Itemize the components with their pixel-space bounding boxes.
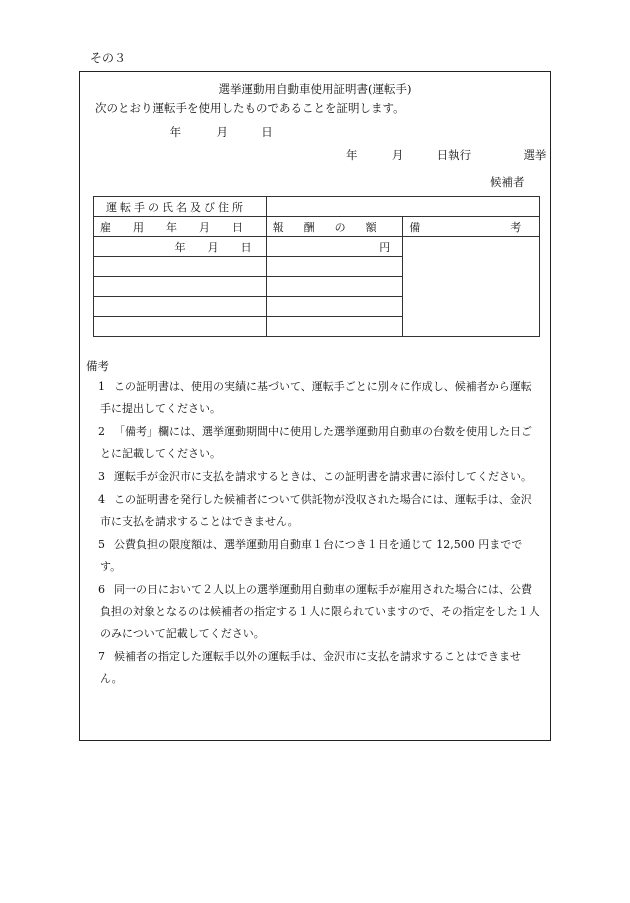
hire-date-cell xyxy=(94,317,267,337)
remarks-cell xyxy=(403,237,540,337)
list-item: 7 候補者の指定した運転手以外の運転手は、金沢市に支払を請求することはできません。 xyxy=(98,650,521,685)
exec-day-label: 日執行 xyxy=(436,148,472,162)
hire-date-header: 雇 用 年 月 日 xyxy=(94,217,267,237)
name-address-field xyxy=(266,197,539,217)
pay-amount-cell xyxy=(266,257,403,277)
pay-amount-cell: 円 xyxy=(266,237,403,257)
pay-amount-cell xyxy=(266,277,403,297)
date-year-label: 年 xyxy=(169,125,182,139)
pay-amount-cell xyxy=(266,317,403,337)
list-item: 1 この証明書は、使用の実績に基づいて、運転手ごとに別々に作成し、候補者から運転手に提出してください。 xyxy=(98,380,532,415)
election-label: 選挙 xyxy=(523,148,547,162)
list-item: 6 同一の日において２人以上の選挙運動用自動車の運転手が雇用された場合には、公費負担の対象となるのは候補者の指定する１人に限られていますので、その指定をした１人のみについて記載してください。 xyxy=(98,583,540,640)
pay-amount-cell xyxy=(266,297,403,317)
date-day-label: 日 xyxy=(261,125,273,139)
election-execution-line xyxy=(346,147,546,163)
document-number-label: その３ xyxy=(90,51,127,65)
name-address-label: 運転手の氏名及び住所 xyxy=(94,197,267,217)
remarks-header: 備 考 xyxy=(403,217,540,237)
hire-date-cell xyxy=(94,277,267,297)
hire-date-cell xyxy=(94,257,267,277)
pay-amount-header: 報 酬 の 額 xyxy=(266,217,403,237)
exec-month-label: 月 xyxy=(391,148,404,162)
candidate-label: 候補者 xyxy=(490,175,525,189)
exec-year-label: 年 xyxy=(346,148,358,162)
date-month-label: 月 xyxy=(216,125,228,139)
list-item: 2 「備考」欄には、選挙運動期間中に使用した選挙運動用自動車の台数を使用した日ごとに記載してください。 xyxy=(98,425,532,460)
notes-list xyxy=(90,376,542,691)
certificate-frame xyxy=(79,71,551,741)
certificate-title: 選挙運動用自動車使用証明書(運転手) xyxy=(218,82,412,96)
table-header-row xyxy=(94,217,540,237)
name-address-row xyxy=(94,197,540,217)
list-item: 4 この証明書を発行した候補者について供託物が没収された場合には、運転手は、金沢市に支払を請求することはできません。 xyxy=(98,493,532,528)
hire-date-cell: 年 月 日 xyxy=(94,237,267,257)
list-item: 5 公費負担の限度額は、選挙運動用自動車１台につき１日を通じて 12,500 円までです。 xyxy=(98,538,523,573)
table-row xyxy=(94,237,540,257)
driver-table xyxy=(93,196,540,337)
hire-date-cell xyxy=(94,297,267,317)
list-item: 3 運転手が金沢市に支払を請求するときは、この証明書を請求書に添付してください。 xyxy=(98,470,532,483)
certification-date xyxy=(140,124,273,140)
intro-text: 次のとおり運転手を使用したものであることを証明します。 xyxy=(95,101,405,115)
notes-heading: 備考 xyxy=(86,359,109,373)
